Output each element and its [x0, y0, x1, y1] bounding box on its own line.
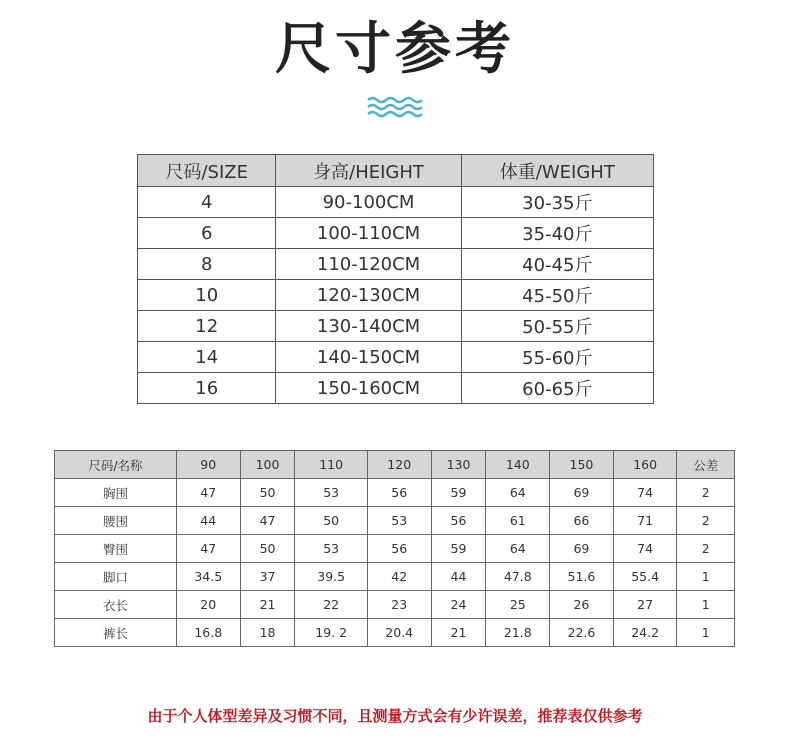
wave-divider-icon	[366, 96, 424, 118]
table-cell: 6	[138, 218, 276, 249]
table-cell: 61	[486, 507, 550, 535]
table-cell: 47.8	[486, 563, 550, 591]
table-row	[138, 280, 654, 311]
table-cell: 1	[677, 563, 735, 591]
table-cell: 55.4	[613, 563, 677, 591]
size-reference-table	[137, 154, 654, 404]
header-cell: 体重/WEIGHT	[461, 155, 653, 187]
table-cell: 26	[550, 591, 614, 619]
table-cell: 39.5	[295, 563, 367, 591]
table-cell: 10	[138, 280, 276, 311]
table-cell: 2	[677, 535, 735, 563]
page-title: 尺寸参考	[275, 17, 515, 82]
table-cell: 22.6	[550, 619, 614, 647]
table-cell: 16	[138, 373, 276, 404]
table-cell: 150-160CM	[276, 373, 461, 404]
table-cell: 44	[176, 507, 240, 535]
header-cell: 尺码/SIZE	[138, 155, 276, 187]
table-cell: 51.6	[550, 563, 614, 591]
table-cell: 45-50斤	[461, 280, 653, 311]
table-cell: 21	[240, 591, 295, 619]
header-cell: 100	[240, 451, 295, 479]
table-cell: 2	[677, 507, 735, 535]
table-cell: 27	[613, 591, 677, 619]
table-header-row	[55, 451, 735, 479]
table-row	[55, 563, 735, 591]
table-cell: 74	[613, 535, 677, 563]
table-cell: 47	[176, 535, 240, 563]
header-cell: 120	[367, 451, 431, 479]
table-cell: 56	[431, 507, 486, 535]
table-row	[138, 249, 654, 280]
table-cell: 59	[431, 535, 486, 563]
table-cell: 55-60斤	[461, 342, 653, 373]
table-cell: 50	[240, 535, 295, 563]
header-cell: 110	[295, 451, 367, 479]
table-cell: 56	[367, 535, 431, 563]
table-cell: 50-55斤	[461, 311, 653, 342]
table-cell: 2	[677, 479, 735, 507]
table-cell: 腰围	[55, 507, 177, 535]
table-cell: 21	[431, 619, 486, 647]
table-cell: 47	[176, 479, 240, 507]
table-cell: 22	[295, 591, 367, 619]
table-row	[138, 373, 654, 404]
table-row	[138, 187, 654, 218]
table-cell: 130-140CM	[276, 311, 461, 342]
header-cell: 公差	[677, 451, 735, 479]
table-row	[138, 218, 654, 249]
table-cell: 裤长	[55, 619, 177, 647]
table-cell: 12	[138, 311, 276, 342]
table-row	[138, 311, 654, 342]
table-cell: 衣长	[55, 591, 177, 619]
header-cell: 90	[176, 451, 240, 479]
header-cell: 130	[431, 451, 486, 479]
table-cell: 120-130CM	[276, 280, 461, 311]
table-cell: 1	[677, 591, 735, 619]
table-cell: 110-120CM	[276, 249, 461, 280]
table-cell: 16.8	[176, 619, 240, 647]
disclaimer-note: 由于个人体型差异及习惯不同，且测量方式会有少许误差，推荐表仅供参考	[147, 707, 643, 725]
header-cell: 150	[550, 451, 614, 479]
table-cell: 64	[486, 479, 550, 507]
table-cell: 34.5	[176, 563, 240, 591]
table-cell: 8	[138, 249, 276, 280]
table-cell: 44	[431, 563, 486, 591]
table-cell: 18	[240, 619, 295, 647]
table-cell: 1	[677, 619, 735, 647]
table-cell: 90-100CM	[276, 187, 461, 218]
table-cell: 35-40斤	[461, 218, 653, 249]
table-row	[55, 535, 735, 563]
table-cell: 胸围	[55, 479, 177, 507]
table-cell: 21.8	[486, 619, 550, 647]
table-cell: 25	[486, 591, 550, 619]
table-cell: 24.2	[613, 619, 677, 647]
table-cell: 30-35斤	[461, 187, 653, 218]
table-cell: 脚口	[55, 563, 177, 591]
table-cell: 20	[176, 591, 240, 619]
table-cell: 14	[138, 342, 276, 373]
header-cell: 160	[613, 451, 677, 479]
table-cell: 140-150CM	[276, 342, 461, 373]
table-cell: 59	[431, 479, 486, 507]
table-row	[55, 479, 735, 507]
table-cell: 60-65斤	[461, 373, 653, 404]
table-row	[55, 619, 735, 647]
table-cell: 23	[367, 591, 431, 619]
header-cell: 尺码/名称	[55, 451, 177, 479]
table-cell: 臀围	[55, 535, 177, 563]
table-cell: 53	[295, 479, 367, 507]
measurement-table	[54, 450, 735, 647]
table-cell: 42	[367, 563, 431, 591]
table-cell: 40-45斤	[461, 249, 653, 280]
table-cell: 50	[240, 479, 295, 507]
table-cell: 37	[240, 563, 295, 591]
header-cell: 身高/HEIGHT	[276, 155, 461, 187]
table-cell: 74	[613, 479, 677, 507]
table-cell: 53	[295, 535, 367, 563]
table-cell: 20.4	[367, 619, 431, 647]
table-row	[138, 342, 654, 373]
table-cell: 66	[550, 507, 614, 535]
table-cell: 4	[138, 187, 276, 218]
table-cell: 47	[240, 507, 295, 535]
table-cell: 69	[550, 535, 614, 563]
table-header-row	[138, 155, 654, 187]
table-cell: 53	[367, 507, 431, 535]
header-cell: 140	[486, 451, 550, 479]
table-cell: 69	[550, 479, 614, 507]
table-cell: 56	[367, 479, 431, 507]
table-cell: 71	[613, 507, 677, 535]
table-cell: 50	[295, 507, 367, 535]
table-row	[55, 591, 735, 619]
table-row	[55, 507, 735, 535]
table-cell: 64	[486, 535, 550, 563]
table-cell: 24	[431, 591, 486, 619]
table-cell: 100-110CM	[276, 218, 461, 249]
table-cell: 19. 2	[295, 619, 367, 647]
